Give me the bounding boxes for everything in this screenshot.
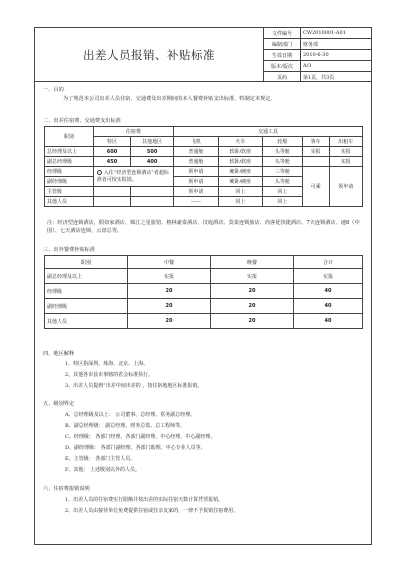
list-item: F、其他： 上述级别以外的人员。 [65, 467, 141, 473]
cell-lunch: 实报 [128, 269, 211, 284]
cell-position: 副总经理级 [45, 157, 94, 167]
list-item: 1、出差人员的住宿费实行限额并按出差的实际住宿天数计算凭票报销。 [65, 497, 224, 503]
cell-ship: 三等舱 [263, 167, 303, 177]
table-row [45, 314, 363, 329]
section-6-title: 六、住宿费报销说明 [43, 486, 90, 492]
header-bus: 客车 [302, 137, 329, 147]
header-dinner: 晚餐 [211, 256, 294, 269]
cell-merged-note: 入住“经济型连锁酒店”者超标准者可按实报销。 [93, 167, 173, 187]
cell-position: 副经理级 [45, 299, 128, 314]
header-position: 职别 [45, 256, 128, 269]
header-train: 火车 [218, 137, 262, 147]
cell-train: 软卧/软座 [218, 147, 262, 157]
section-1-body: 为了规范本公司出差人员住宿、交通费及出差期间的本人餐费补贴支出标准，特制定本规定。 [63, 96, 276, 102]
list-item: A、总经理级及以上： 公司董事、总经理、常务副总经理、 [65, 412, 196, 418]
cell-plane: 普通舱 [174, 147, 219, 157]
section-4-title: 四、地区解释 [43, 351, 75, 357]
header-lunch: 中餐 [128, 256, 211, 269]
cell-lunch: 20 [128, 284, 211, 299]
cell-position: 副总经理及以上 [45, 269, 128, 284]
table-row [45, 299, 363, 314]
cell-train: 同上 [218, 197, 262, 207]
table-row [45, 269, 363, 284]
cell-special [93, 197, 130, 207]
cell-train: 硬卧/硬座 [218, 177, 262, 187]
cell-other: 500 [131, 147, 174, 157]
cell-lunch: 20 [128, 299, 211, 314]
cell-special: 600 [93, 147, 130, 157]
cell-train: 同上 [218, 187, 262, 197]
cell-special: 450 [93, 157, 130, 167]
header-total: 合计 [294, 256, 363, 269]
list-item: 2、其他各市县市事辖的省会标准执行。 [65, 372, 154, 378]
cell-position: 其他人员 [45, 197, 94, 207]
cell-ship: 头等舱 [263, 157, 303, 167]
cell-other [131, 187, 174, 197]
section-2-title: 二、出差住宿费、交通费支出标准 [43, 118, 121, 124]
meta-key: 版本/版次 [264, 61, 301, 72]
cell-ship: 头等舱 [263, 147, 303, 157]
circle-bullet-icon [97, 170, 102, 175]
list-item: 1、特区指深圳、珠海、北京、上海。 [65, 361, 149, 367]
table-row [45, 167, 363, 177]
cell-plane: 预申请 [174, 177, 219, 187]
cell-position: 经理级 [45, 167, 94, 177]
cell-ship: 头等舱 [263, 177, 303, 187]
meta-key: 页码 [264, 72, 301, 83]
meta-key: 编制部门 [264, 39, 301, 50]
cell-train: 软卧/软座 [218, 157, 262, 167]
meta-value: 2010-6-30 [301, 50, 372, 61]
section-5-title: 五、级别界定 [43, 401, 75, 407]
table-row [45, 157, 363, 167]
header-lodging: 住宿费 [93, 127, 173, 137]
document-meta-table [263, 28, 371, 82]
meta-value: A/3 [301, 61, 372, 72]
cell-plane: 预申请 [174, 167, 219, 177]
cell-position: 主管级 [45, 187, 94, 197]
list-item: C、经理级： 各部门经理、各部门副经理、中心经理、中心副经理、 [65, 434, 216, 440]
cell-total: 40 [294, 314, 363, 329]
cell-bus-merged: 可乘 [302, 167, 329, 207]
section-2-note: 注：经济型连锁酒店，假如家酒店、锦江之星旅馆、格林豪泰酒店、汉庭酒店、莫泰连锁旅店、尚客优快捷酒店、7天连锁酒店、速8（中国）、七天酒店连锁、云盘总等。 [47, 220, 360, 234]
cell-train: 硬卧/硬座 [218, 167, 262, 177]
cell-taxi: 实报 [329, 157, 362, 167]
header-other-region: 其他地区 [131, 137, 174, 147]
cell-taxi-merged: 预申请 [329, 167, 362, 207]
table-row [45, 147, 363, 157]
table-row [45, 284, 363, 299]
meta-value: 财务部 [301, 39, 372, 50]
header-special-zone: 特区 [93, 137, 130, 147]
cell-position: 副经理级 [45, 177, 94, 187]
meta-value: 第1页，共3页 [301, 72, 372, 83]
cell-bus [302, 157, 329, 167]
cell-dinner: 实报 [211, 269, 294, 284]
cell-total: 40 [294, 284, 363, 299]
cell-lunch: 20 [128, 314, 211, 329]
cell-dinner: 20 [211, 299, 294, 314]
header-taxi: 出租车 [329, 137, 362, 147]
cell-dinner: 20 [211, 314, 294, 329]
cell-position: 其他人员 [45, 314, 128, 329]
lodging-transport-table [44, 126, 363, 207]
list-item: E、主管级： 各部门主管人员。 [65, 456, 136, 462]
header-ship: 轮船 [263, 137, 303, 147]
document-title: 出差人员报销、补贴标准 [83, 47, 215, 62]
cell-taxi: 实报 [329, 147, 362, 157]
cell-other: 400 [131, 157, 174, 167]
cell-position: 总经理及以上 [45, 147, 94, 157]
list-item: D、副经理级： 各部门副经理、各部门助理、中心专业人员等。 [65, 445, 206, 451]
header-position: 职别 [45, 127, 94, 147]
cell-position: 经理级 [45, 284, 128, 299]
cell-ship: 同上 [263, 197, 303, 207]
cell-total: 实报 [294, 269, 363, 284]
header-transport: 交通工具 [174, 127, 363, 137]
cell-other [131, 197, 174, 207]
meta-key: 文件编号 [264, 28, 301, 39]
document-page [34, 27, 372, 545]
cell-special [93, 187, 130, 197]
list-item: 2、出差人员由接待单位免费提供住宿或住亲友家的，一律不予报销住宿费用。 [65, 508, 239, 514]
cell-plane: —— [174, 197, 219, 207]
header-plane: 飞机 [174, 137, 219, 147]
section-3-title: 三、出外餐费补贴标准 [43, 247, 95, 253]
meal-allowance-table [44, 255, 363, 329]
list-item: B、副总经理级： 副总经理、财务总监、总工程师等。 [65, 423, 186, 429]
list-item: 3、出差人员提到“出差中间出差的 ，按住宿地地区标准报销。 [65, 383, 203, 389]
cell-ship: 同上 [263, 187, 303, 197]
cell-total: 40 [294, 299, 363, 314]
document-header [35, 28, 371, 82]
cell-bus: 实报 [302, 147, 329, 157]
meta-key: 生效日期 [264, 50, 301, 61]
cell-plane: 普通舱 [174, 157, 219, 167]
cell-dinner: 20 [211, 284, 294, 299]
section-1-title: 一、目的 [43, 87, 64, 93]
cell-plane: 预申请 [174, 187, 219, 197]
meta-value: CW2010001-A01 [301, 28, 372, 39]
